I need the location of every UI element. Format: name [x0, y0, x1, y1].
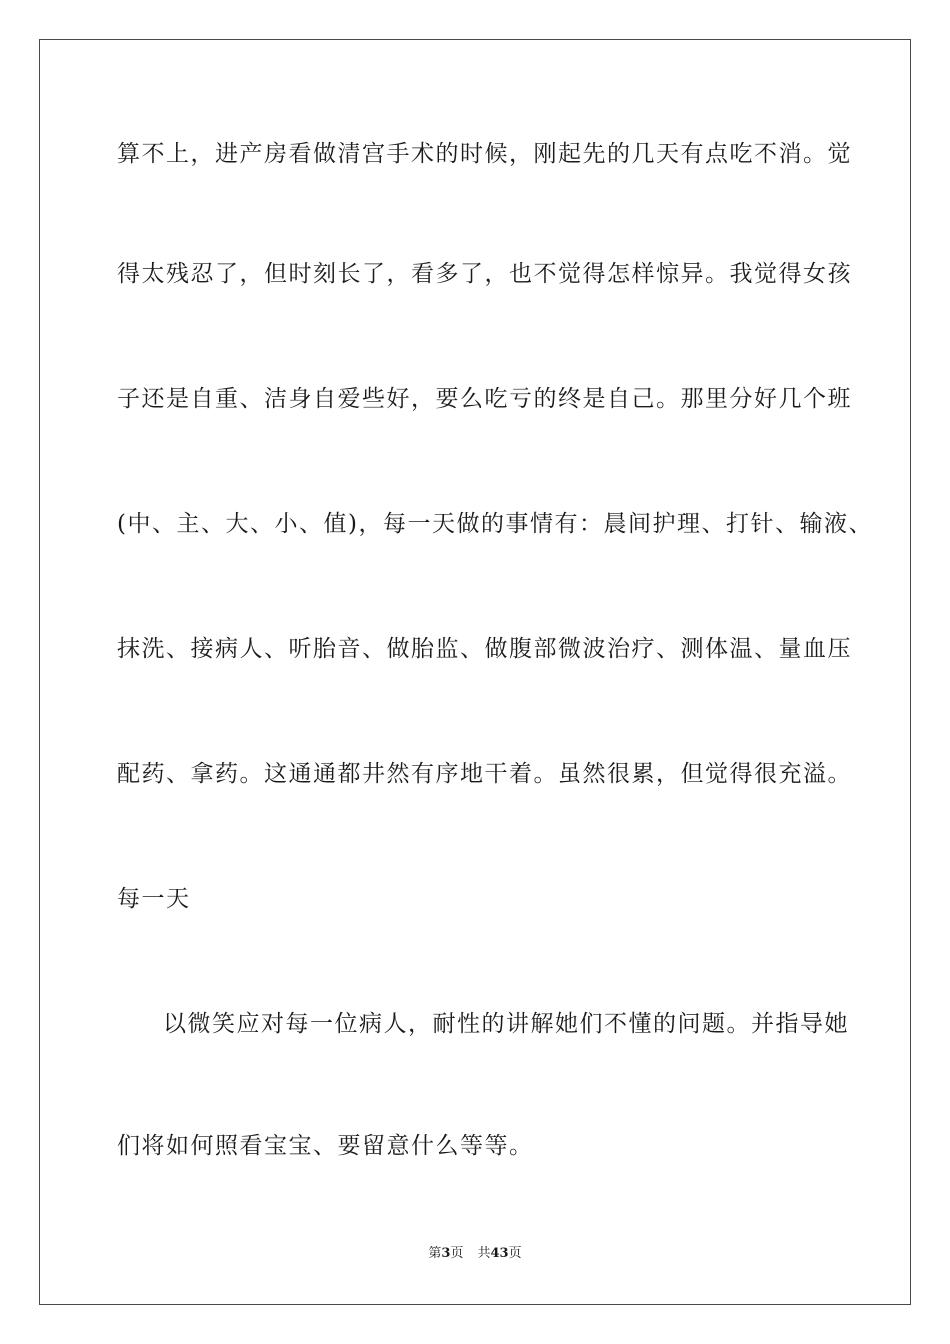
- body-text-line-4: (中、主、大、小、值)，每一天做的事情有：晨间护理、打针、输液、: [117, 511, 873, 537]
- total-suffix: 页: [508, 1246, 522, 1261]
- body-text-line-2: 得太残忍了，但时刻长了，看多了，也不觉得怎样惊异。我觉得女孩: [117, 261, 852, 287]
- page-suffix: 页: [450, 1246, 464, 1261]
- total-page-count: 43: [490, 1246, 509, 1261]
- body-text-line-5: 抹洗、接病人、听胎音、做胎监、做腹部微波治疗、测体温、量血压: [117, 636, 852, 662]
- current-page-number: 3: [441, 1246, 451, 1261]
- page-border: [39, 39, 911, 1305]
- body-text-line-9: 们将如何照看宝宝、要留意什么等等。: [117, 1133, 534, 1159]
- body-text-line-6: 配药、拿药。这通通都井然有序地干着。虽然很累，但觉得很充溢。: [117, 761, 852, 787]
- page-prefix: 第: [428, 1246, 442, 1261]
- body-text-line-1: 算不上，进产房看做清宫手术的时候，刚起先的几天有点吃不消。觉: [117, 141, 852, 167]
- body-text-line-8: 以微笑应对每一位病人，耐性的讲解她们不懂的问题。并指导她: [163, 1011, 849, 1037]
- page-footer: [0, 1245, 950, 1263]
- total-prefix: 共: [477, 1246, 491, 1261]
- body-text-line-3: 子还是自重、洁身自爱些好，要么吃亏的终是自己。那里分好几个班: [117, 386, 852, 412]
- section-heading: 每一天: [117, 886, 191, 912]
